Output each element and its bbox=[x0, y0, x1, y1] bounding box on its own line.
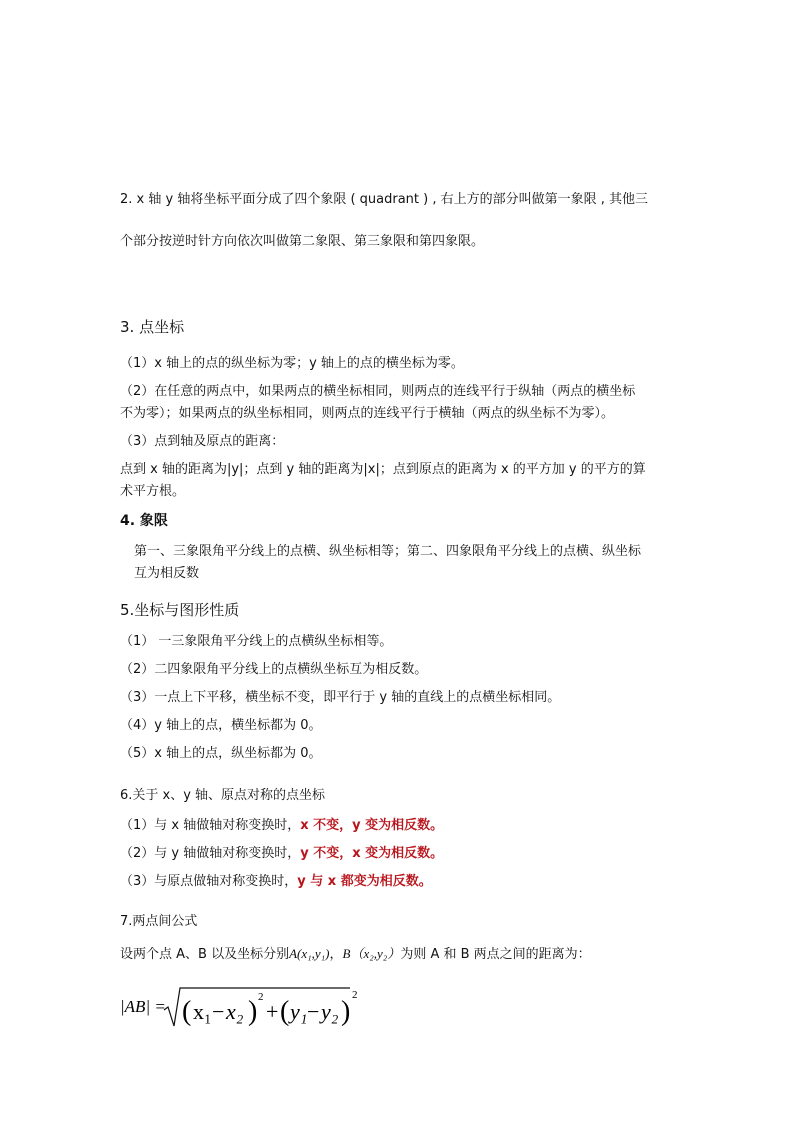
section-7-heading: 7.两点间公式 bbox=[120, 914, 198, 929]
section-6-item-highlight: x 不变，y 变为相反数。 bbox=[300, 818, 444, 833]
formula-x2: x₂ bbox=[226, 999, 244, 1024]
section-5-item: （3）一点上下平移，横坐标不变，即平行于 y 轴的直线上的点横坐标相同。 bbox=[120, 690, 561, 705]
section-3-item-2a: （2）在任意的两点中，如果两点的横坐标相同，则两点的连线平行于纵轴（两点的横坐标 bbox=[120, 384, 636, 399]
section-4-heading: 4. 象限 bbox=[120, 513, 168, 529]
section-5-item: （5）x 轴上的点，纵坐标都为 0。 bbox=[120, 746, 322, 761]
section-6-item bbox=[120, 845, 443, 863]
formula-y2: y₂ bbox=[321, 999, 339, 1024]
point-a-coord: A(x₁,y₁) bbox=[289, 946, 330, 961]
section-6-item-prefix: （2）与 y 轴做轴对称变换时， bbox=[120, 846, 301, 861]
formula-exp-2: 2 bbox=[352, 989, 358, 1001]
distance-formula bbox=[120, 984, 360, 1034]
section-6-heading: 6.关于 x、y 轴、原点对称的点坐标 bbox=[120, 788, 326, 803]
section-7-intro-b: 为则 A 和 B 两点之间的距离为： bbox=[400, 947, 591, 962]
section-7-sep: ， bbox=[329, 947, 343, 962]
section-7-intro-a: 设两个点 A、B 以及坐标分别 bbox=[120, 947, 290, 962]
section-5-item: （4）y 轴上的点，横坐标都为 0。 bbox=[120, 718, 322, 733]
point-b-coord: B（x₂,y₂） bbox=[342, 946, 401, 961]
section-3-item-1: （1）x 轴上的点的纵坐标为零；y 轴上的点的横坐标为零。 bbox=[120, 356, 464, 371]
formula-minus-1: − bbox=[212, 999, 225, 1024]
section-6-item-highlight: y 不变，x 变为相反数。 bbox=[300, 846, 444, 861]
formula-plus: + bbox=[266, 999, 279, 1024]
section-4-text-b: 互为相反数 bbox=[134, 566, 200, 581]
formula-y1: y₁ bbox=[290, 999, 308, 1024]
section-3-heading: 3. 点坐标 bbox=[120, 318, 185, 336]
section-5-item: （1） 一三象限角平分线上的点横纵坐标相等。 bbox=[120, 634, 393, 649]
section-6-item bbox=[120, 817, 443, 835]
section-6-item-highlight: y 与 x 都变为相反数。 bbox=[297, 874, 432, 889]
formula-lhs: |AB| = bbox=[120, 997, 166, 1016]
section-6-item-prefix: （1）与 x 轴做轴对称变换时， bbox=[120, 818, 301, 833]
paren-open-2: ( bbox=[280, 996, 290, 1027]
paren-close-2: ) bbox=[341, 996, 351, 1027]
paren-close-1: ) bbox=[248, 996, 258, 1027]
formula-x1: x₁ bbox=[193, 999, 212, 1024]
section-6-item-prefix: （3）与原点做轴对称变换时， bbox=[120, 874, 298, 889]
formula-exp-1: 2 bbox=[258, 991, 264, 1003]
section-6-item bbox=[120, 873, 432, 891]
section-2-line-1: 2. x 轴 y 轴将坐标平面分成了四个象限 ( quadrant ) , 右上方的部分叫做第一象限 , 其他三 bbox=[120, 192, 649, 207]
section-3-item-4b: 术平方根。 bbox=[120, 484, 186, 499]
section-7-intro bbox=[120, 945, 591, 964]
section-3-item-2b: 不为零）；如果两点的纵坐标相同，则两点的连线平行于横轴（两点的纵坐标不为零）。 bbox=[120, 406, 615, 421]
section-5-item: （2）二四象限角平分线上的点横纵坐标互为相反数。 bbox=[120, 662, 428, 677]
section-2-line-2: 个部分按逆时针方向依次叫做第二象限、第三象限和第四象限。 bbox=[120, 234, 485, 249]
paren-open-1: ( bbox=[182, 996, 192, 1027]
section-3-item-3: （3）点到轴及原点的距离： bbox=[120, 434, 285, 449]
formula-minus-2: − bbox=[307, 999, 320, 1024]
section-4-text-a: 第一、三象限角平分线上的点横、纵坐标相等；第二、四象限角平分线上的点横、纵坐标 bbox=[134, 544, 642, 559]
section-3-item-4a: 点到 x 轴的距离为|y|；点到 y 轴的距离为|x|；点到原点的距离为 x 的平方加 y 的平方的算 bbox=[120, 462, 646, 477]
section-5-heading: 5.坐标与图形性质 bbox=[120, 601, 240, 619]
